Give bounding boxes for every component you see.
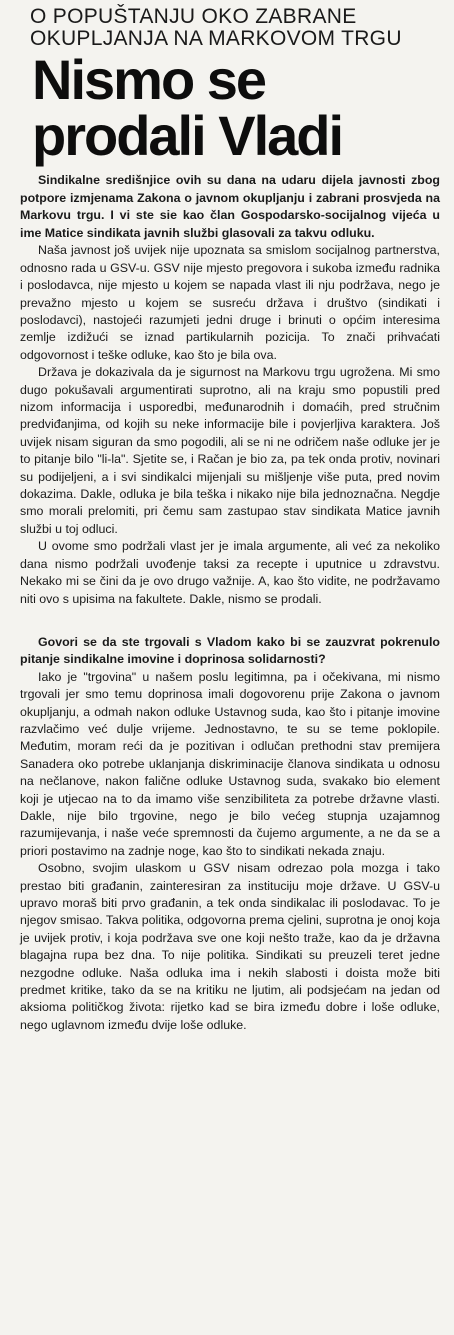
article-kicker <box>30 6 440 50</box>
headline-line-2: prodali Vladi <box>32 104 343 167</box>
body-paragraph: U ovome smo podržali vlast jer je imala argumente, ali već za nekoliko dana nismo podržali uvođenje taksi za recepte i uputnice u zdravstvu. Nekako mi se čini da je ovo drugo važnije. A, kao što vidite, ne podržavamo niti ovo s upisima na fakultete. Dakle, nismo se prodali. <box>20 539 440 606</box>
headline-line-1: Nismo se <box>32 48 265 111</box>
body-paragraph: Osobno, svojim ulaskom u GSV nisam odrezao pola mozga i tako prestao biti građanin, zainteresiran za instituciju moje države. U GSV-u upravo moraš biti prvo građanin, a tek onda sindikalac ili poslodavac. To je njegov smisao. Takva politika, odgovorna prema cjelini, suprotna je onoj koja je uvijek protiv, i koja podržava sve one koji nešto traže, kao da je državna blagajna rupa bez dna. To nije politika. Sindikati su preuzeli teret jedne nezgodne odluke. Naša odluka ima i nekih slabosti i doista može biti predmet kritike, tako da se na kritiku ne ljutim, ali podsjećam na jedan od aksioma političkog života: rijetko kad se bira između dobre i loše odluke, nego uglavnom između dvije loše odluke. <box>20 861 440 1032</box>
kicker-line-2: OKUPLJANJA NA MARKOVOM TRGU <box>30 27 402 50</box>
body-paragraph: Država je dokazivala da je sigurnost na Markovu trgu ugrožena. Mi smo dugo pokušavali argumentirati suprotno, ali na kraju smo popustili pred nizom informacija i usporedbi, međunarodnih i domaćih, pred stručnim predviđanjima, od kojih su neke informacije bile i povjerljiva karaktera. Još uvijek nisam siguran da smo pogodili, ali se ni ne odričem naše odluke jer je to pitanje bilo "li-la". Sjetite se, i Račan je bio za, pa tek onda protiv, novinari su podijeljeni, a i svi sindikalci mijenjali su mišljenje više puta, pred novim dokazima. Dakle, odluka je bila teška i nikako nije bila jednoznačna. Negdje smo morali prelomiti, pri čemu sam zastupao stav sindikata Matice javnih službi u toj odluci. <box>20 365 440 536</box>
article-headline <box>32 48 440 167</box>
body-paragraph: Iako je "trgovina" u našem poslu legitimna, pa i očekivana, mi nismo trgovali jer smo temu doprinosa imali dogovorenu prije Zakona o javnom okupljanju, a odmah nakon odluke Ustavnog suda, kao što i pitanje imovine razvlačimo već dulje vrijeme. Jednostavno, te su se teme poklopile. Međutim, moram reći da je pozitivan i odlučan prethodni stav premijera Sanadera oko potrebe uklanjanja diskriminacije članova sindikata u odnosu na nečlanove, nakon falične odluke Ustavnog suda, svakako bio element koji je utjecao na to da imamo više senzibiliteta za potrebe državne vlasti. Dakle, nije bilo trgovine, nego je bilo većeg stupnja uzajamnog razumijevanja, i naše veće spremnosti da čujemo argumente, a ne da se a priori postavimo na zadnje noge, kao što to sindikati nekada znaju. <box>20 669 440 858</box>
interview-question: Govori se da ste trgovali s Vladom kako bi se zauzvrat pokrenulo pitanje sindikalne imovine i doprinosa solidarnosti? <box>20 634 440 667</box>
article-lead: Sindikalne središnjice ovih su dana na udaru dijela javnosti zbog potpore izmjenama Zakona o javnom okupljanju i zabrani prosvjeda na Markovu trgu. I vi ste sie kao član Gospodarsko-socijalnog vijeća u ime Matice sindikata javnih službi glasovali za takvu odluku. <box>20 173 440 240</box>
kicker-line-1: O POPUŠTANJU OKO ZABRANE <box>30 5 357 28</box>
body-paragraph: Naša javnost još uvijek nije upoznata sa smislom socijalnog partnerstva, odnosno rada u GSV-u. GSV nije mjesto pregovora i sukoba između radnika i poslodavca, nije mjesto u kojem se napada vlast ili nju podržava, nego je prevažno mjesto u kojem se susreću država i društvo (sindikati i poslodavci), nastojeći razumjeti jedni druge i brinuti o općim interesima zemlje izdižući se iznad partikularnih pozicija. To znači prihvaćati odgovornost i teške odluke, kao što je bila ova. <box>20 243 440 362</box>
